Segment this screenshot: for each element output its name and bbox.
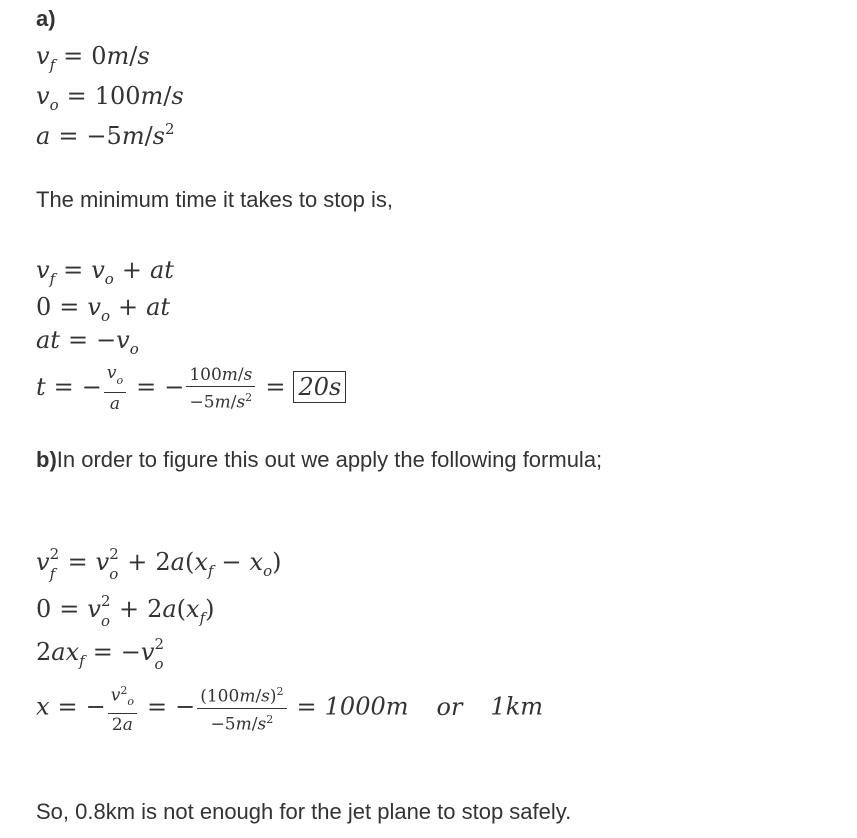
eq-a3: at = $-v_o$ [36,326,139,358]
part-a-label: a) [36,6,56,31]
eq-a2: $0 = v_o$ + at [36,293,171,325]
eq-b4: x = − $\frac{v^2_o}{2a}$ = − $\frac{(100m/s)^2}{-5m/s^2}$ = 1000m or 1km [36,684,543,736]
part-b-intro: In order to figure this out we apply the following formula; [56,447,603,472]
eq-b3: $2ax_f = -v$ 2 o [36,635,165,673]
eq-a4: t = − $\frac{v_o}{a}$ = − $\frac{100m/s}{-5m/s^2}$ = 20s [36,362,346,415]
part-b-label: b) [36,447,57,472]
given-vo: $v_o = 100m/s$ [36,82,184,114]
given-a: $a = -5m/s^2$ [36,120,175,150]
given-vf: $v_f = 0m/s$ [36,42,150,74]
answer-or: or [436,692,463,721]
answer-distance-km: 1km [490,692,543,721]
part-a-intro: The minimum time it takes to stop is, [36,187,393,212]
answer-time: 20s [293,371,346,403]
part-b-line [36,447,602,473]
conclusion: So, 0.8km is not enough for the jet plane to stop safely. [36,799,572,824]
answer-distance-m: 1000m [324,692,409,721]
eq-a1: $v_f = v_o$ + at [36,256,174,288]
eq-b2: 0 = v 2 o + $2a(x_f)$ [36,592,215,630]
eq-b1: v 2 f = v 2 o + $2a(x_f - x_o)$ [36,545,282,583]
